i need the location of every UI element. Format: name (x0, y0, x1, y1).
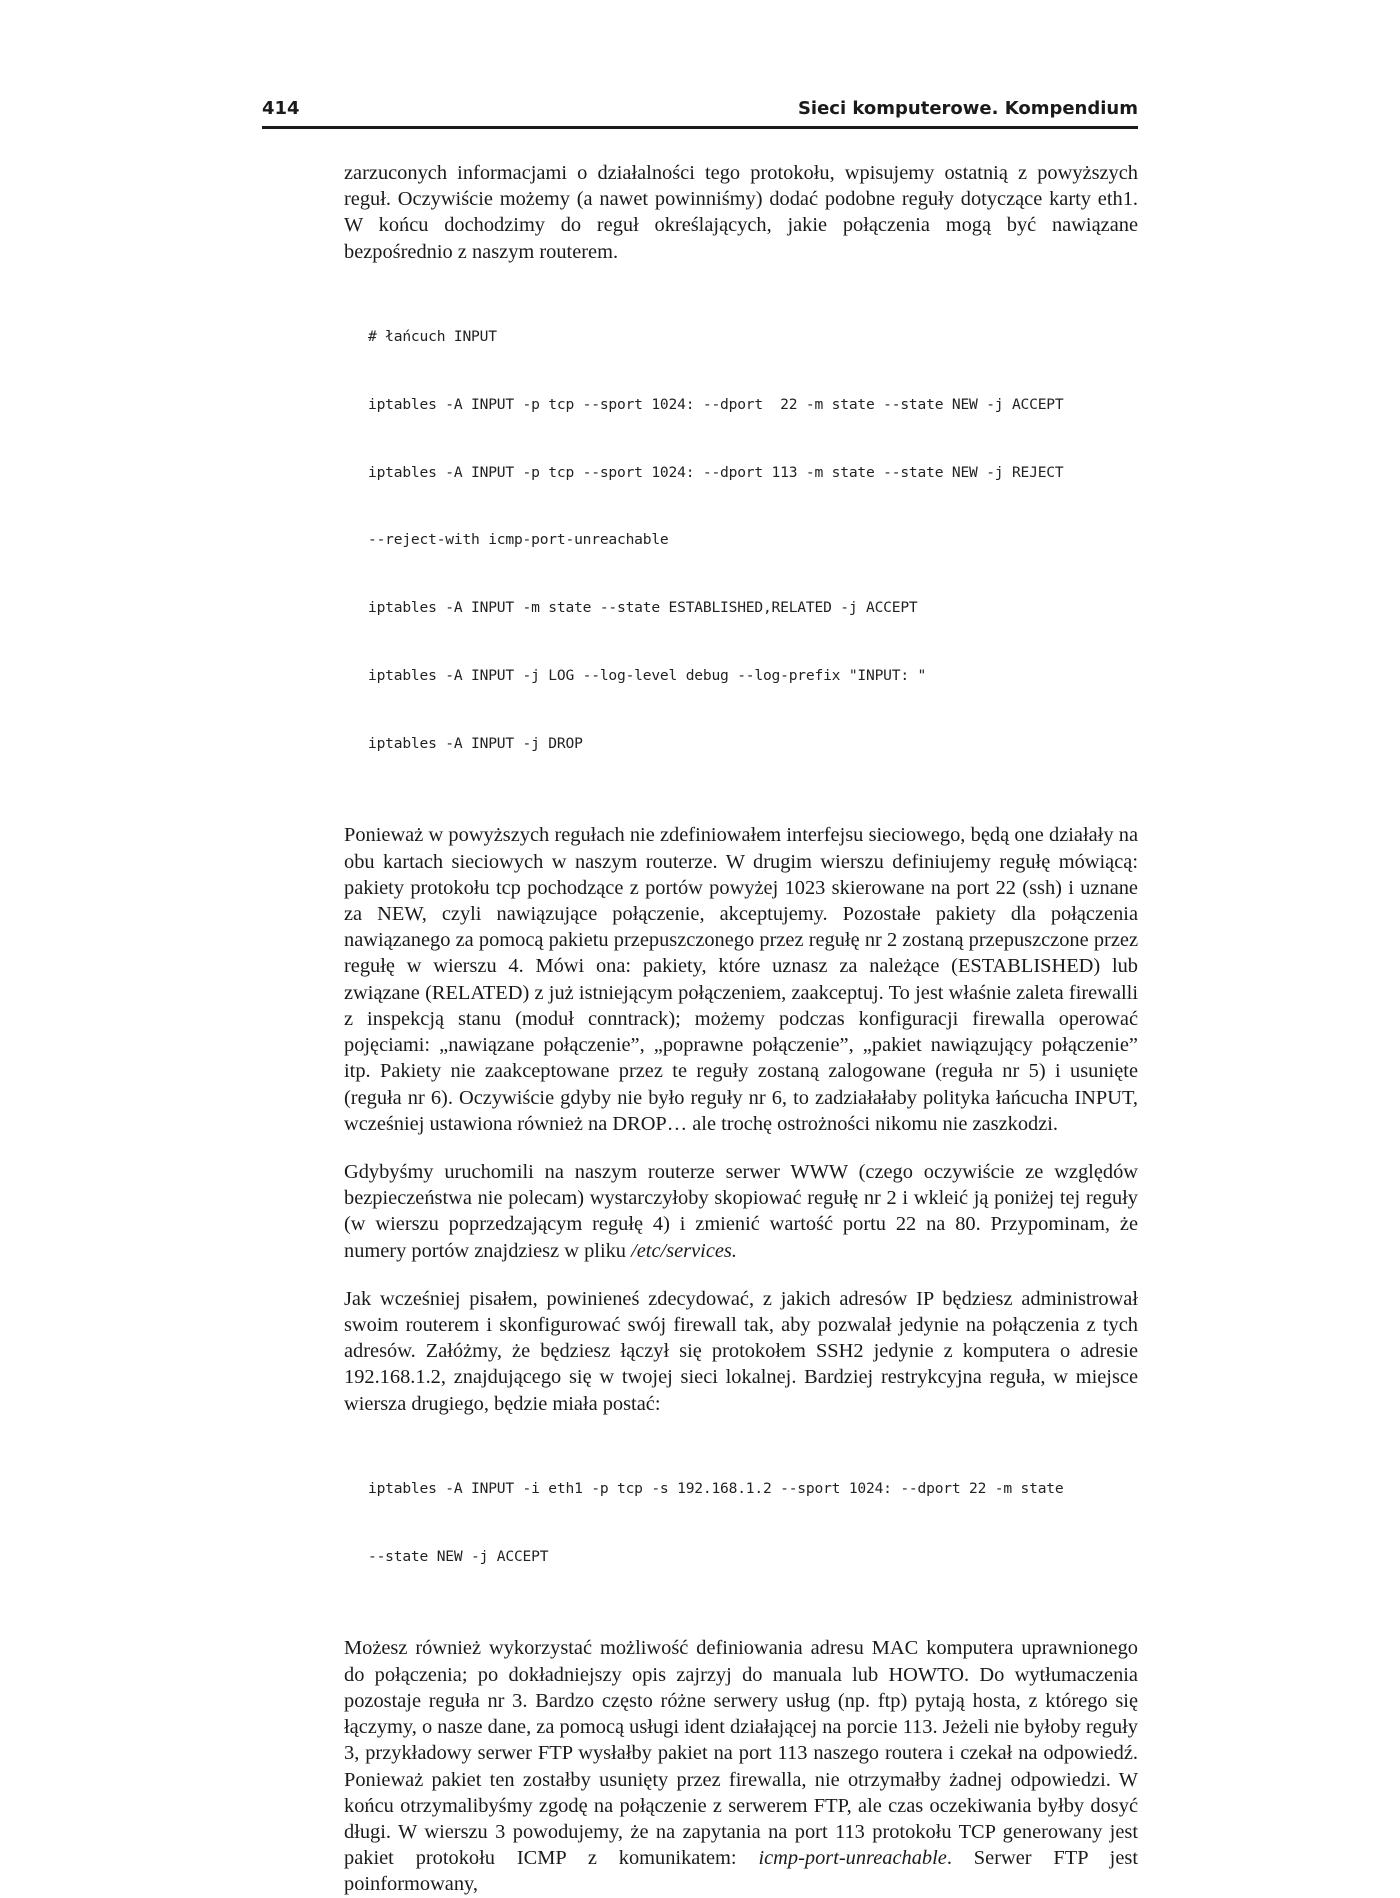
code-line: iptables -A INPUT -i eth1 -p tcp -s 192.168.1.2 --sport 1024: --dport 22 -m state (368, 1479, 1064, 1497)
paragraph-ip-restriction: Jak wcześniej pisałem, powinieneś zdecydować, z jakich adresów IP będziesz administrował swoim routerem i skonfigurować swój firewall tak, aby pozwalał jedynie na połączenia z tych adresów. Załóżmy, że będziesz łączył się protokołem SSH2 jedynie z komputera o adresie 192.168.1.2, znajdującego się w twojej sieci lokalnej. Bardziej restrykcyjna reguła, w miejsce wiersza drugiego, będzie miała postać: (344, 1287, 1138, 1415)
file-path: /etc/services. (631, 1239, 737, 1262)
paragraph-www-server (344, 1159, 1138, 1264)
paragraph-ident-rule (344, 1635, 1138, 1897)
paragraph-rules-explanation: Ponieważ w powyższych regułach nie zdefiniowałem interfejsu sieciowego, będą one działały na obu kartach sieciowych w naszym routerze. W drugim wierszu definiujemy regułę mówiącą: pakiety protokołu tcp pochodzące z portów powyżej 1023 skierowane na port 22 (ssh) i uznane za NEW, czyli nawiązujące połączenie, akceptujemy. Pozostałe pakiety dla połączenia nawiązanego za pomocą pakietu przepuszczonego przez regułę nr 2 zostaną przepuszczone przez regułę w wierszu 4. Mówi ona: pakiety, które uznasz za należące (ESTABLISHED) lub związane (RELATED) z już istniejącym połączeniem, zaakceptuj. To jest właśnie zaleta firewalli z inspekcją stanu (moduł conntrack); możemy podczas konfiguracji firewalla operować pojęciami: „nawiązane połączenie”, „poprawne połączenie”, „pakiet nawiązujący połączenie” itp. Pakiety nie zaakceptowane przez te reguły zostaną zalogowane (reguła nr 5) i usunięte (reguła nr 6). Oczywiście gdyby nie było reguły nr 6, to zadziałałaby polityka łańcucha INPUT, wcześniej ustawiona również na DROP… ale trochę ostrożności nikomu nie zaszkodzi. (344, 824, 1138, 1135)
icmp-message: icmp-port-unreachable (758, 1847, 947, 1870)
page-number: 414 (262, 98, 300, 119)
running-header (262, 96, 1138, 129)
code-line: iptables -A INPUT -p tcp --sport 1024: --dport 113 -m state --state NEW -j REJECT (368, 463, 1064, 481)
code-line: iptables -A INPUT -p tcp --sport 1024: --dport 22 -m state --state NEW -j ACCEPT (368, 395, 1064, 413)
page-body (344, 160, 1138, 1898)
code-line: iptables -A INPUT -m state --state ESTABLISHED,RELATED -j ACCEPT (368, 599, 918, 617)
code-line: --state NEW -j ACCEPT (368, 1547, 549, 1565)
code-block-input-chain (368, 281, 1138, 801)
book-title: Sieci komputerowe. Kompendium (797, 98, 1138, 119)
code-line: # łańcuch INPUT (368, 328, 497, 345)
code-line: iptables -A INPUT -j LOG --log-level debug --log-prefix "INPUT: " (368, 666, 927, 684)
paragraph-intro: zarzuconych informacjami o działalności tego protokołu, wpisujemy ostatnią z powyższych reguł. Oczywiście możemy (a nawet powinniśmy) dodać podobne reguły dotyczące karty eth1. W końcu dochodzimy do reguł określających, jakie połączenia mogą być nawiązane bezpośrednio z naszym routerem. (344, 162, 1138, 263)
code-line: --reject-with icmp-port-unreachable (368, 531, 669, 549)
code-block-restrictive-rule (368, 1433, 1138, 1614)
paragraph-text-end: . Serwer FTP jest poinformowany, (344, 1847, 1138, 1896)
paragraph-text: Gdybyśmy uruchomili na naszym routerze serwer WWW (czego oczywiście ze względów bezpieczeństwa nie polecam) wystarczyłoby skopiować regułę nr 2 i wkleić ją poniżej tej reguły (w wierszu poprzedzającym regułę 4) i zmienić wartość portu 22 na 80. Przypominam, że numery portów znajdziesz w pliku (344, 1160, 1138, 1262)
code-line: iptables -A INPUT -j DROP (368, 734, 583, 752)
paragraph-text: Możesz również wykorzystać możliwość definiowania adresu MAC komputera uprawnionego do połączenia; po dokładniejszy opis zajrzyj do manuala lub HOWTO. Do wytłumaczenia pozostaje reguła nr 3. Bardzo często różne serwery usług (np. ftp) pytają hosta, z którego się łączymy, o nasze dane, za pomocą usługi ident działającej na porcie 113. Jeżeli nie byłoby reguły 3, przykładowy serwer FTP wysłałby pakiet na port 113 naszego routera i czekał na odpowiedź. Ponieważ pakiet ten zostałby usunięty przez firewalla, nie otrzymałby żadnej odpowiedzi. W końcu otrzymalibyśmy zgodę na połączenie z serwerem FTP, ale czas oczekiwania byłby dosyć długi. W wierszu 3 powodujemy, że na zapytania na port 113 protokołu TCP generowany jest pakiet protokołu ICMP z komunikatem: (344, 1637, 1138, 1870)
